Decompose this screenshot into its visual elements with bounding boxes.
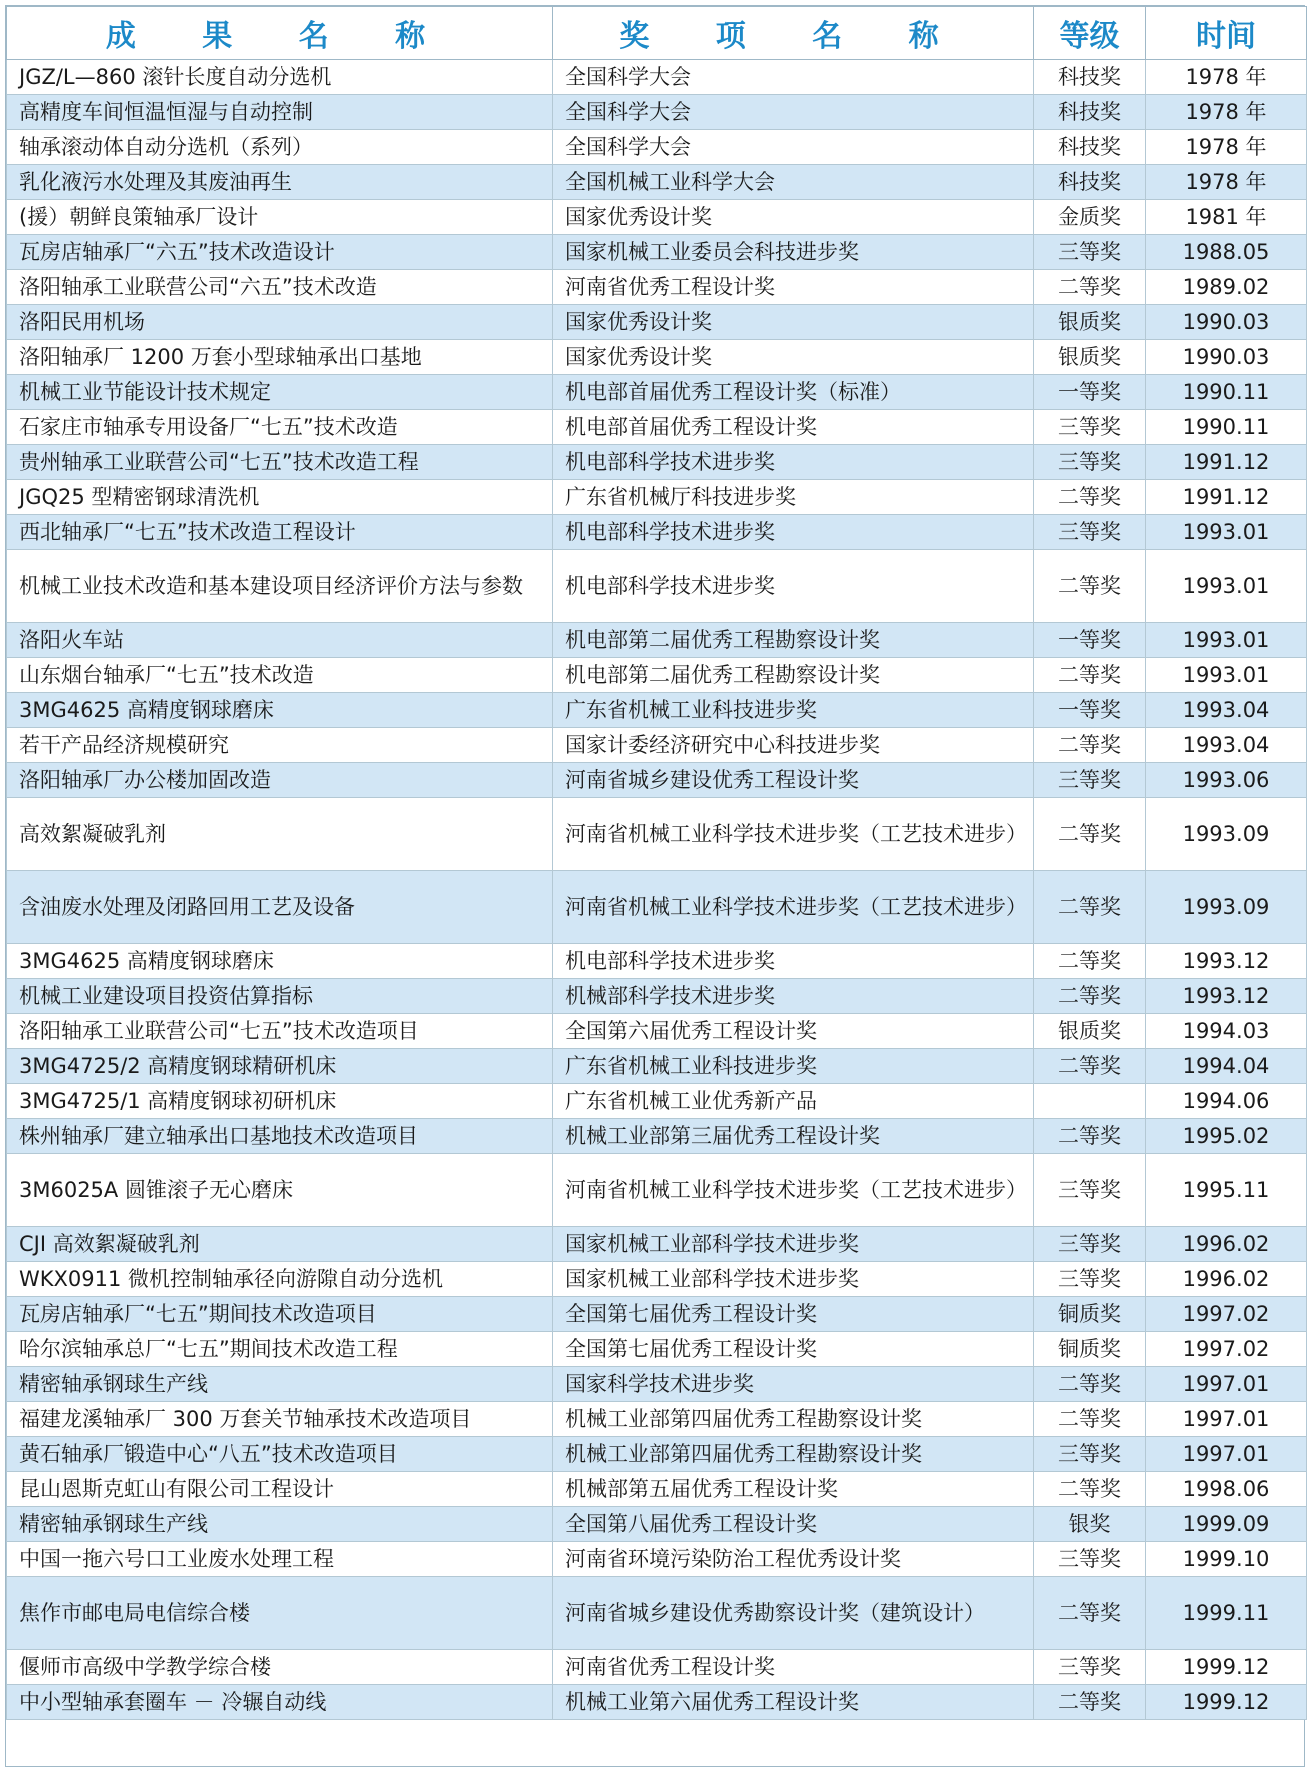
achievement-cell: 乳化液污水处理及其废油再生 [7, 165, 553, 200]
achievement-cell: (援）朝鲜良策轴承厂设计 [7, 200, 553, 235]
achievement-cell: 瓦房店轴承厂“六五”技术改造设计 [7, 235, 553, 270]
table-row [7, 1119, 1307, 1154]
table-row [7, 480, 1307, 515]
award-cell: 广东省机械工业优秀新产品 [553, 1084, 1034, 1119]
table-row [7, 798, 1307, 871]
award-cell: 河南省城乡建设优秀工程设计奖 [553, 763, 1034, 798]
achievement-cell: 3MG4625 高精度钢球磨床 [7, 944, 553, 979]
time-cell: 1993.04 [1146, 693, 1307, 728]
achievement-cell: 机械工业节能设计技术规定 [7, 375, 553, 410]
achievement-cell: 机械工业技术改造和基本建设项目经济评价方法与参数 [7, 550, 553, 623]
achievement-cell: 洛阳轴承工业联营公司“六五”技术改造 [7, 270, 553, 305]
grade-cell: 三等奖 [1034, 235, 1146, 270]
table-row [7, 1472, 1307, 1507]
table-body [7, 60, 1307, 1720]
achievement-cell: 西北轴承厂“七五”技术改造工程设计 [7, 515, 553, 550]
achievement-cell: 黄石轴承厂锻造中心“八五”技术改造项目 [7, 1437, 553, 1472]
table-row [7, 1014, 1307, 1049]
achievement-cell: 洛阳民用机场 [7, 305, 553, 340]
grade-cell: 三等奖 [1034, 1650, 1146, 1685]
award-cell: 机械部科学技术进步奖 [553, 979, 1034, 1014]
award-cell: 机械工业第六届优秀工程设计奖 [553, 1685, 1034, 1720]
award-cell: 国家机械工业委员会科技进步奖 [553, 235, 1034, 270]
achievement-cell: JGZ/L—860 滚针长度自动分选机 [7, 60, 553, 95]
achievement-cell: WKX0911 微机控制轴承径向游隙自动分选机 [7, 1262, 553, 1297]
table-row [7, 1577, 1307, 1650]
table-row [7, 1402, 1307, 1437]
grade-cell: 银奖 [1034, 1507, 1146, 1542]
grade-cell: 银质奖 [1034, 305, 1146, 340]
grade-cell: 三等奖 [1034, 763, 1146, 798]
table-row [7, 979, 1307, 1014]
grade-cell: 二等奖 [1034, 480, 1146, 515]
table-row [7, 1507, 1307, 1542]
table-row [7, 550, 1307, 623]
award-cell: 全国第六届优秀工程设计奖 [553, 1014, 1034, 1049]
table-row [7, 375, 1307, 410]
awards-table-sheet [5, 5, 1305, 1767]
achievement-cell: 轴承滚动体自动分选机（系列） [7, 130, 553, 165]
grade-cell: 二等奖 [1034, 798, 1146, 871]
time-cell: 1989.02 [1146, 270, 1307, 305]
achievement-cell: 株州轴承厂建立轴承出口基地技术改造项目 [7, 1119, 553, 1154]
achievement-cell: 若干产品经济规模研究 [7, 728, 553, 763]
achievement-cell: 石家庄市轴承专用设备厂“七五”技术改造 [7, 410, 553, 445]
time-cell: 1978 年 [1146, 130, 1307, 165]
grade-cell: 科技奖 [1034, 165, 1146, 200]
award-cell: 河南省优秀工程设计奖 [553, 270, 1034, 305]
award-cell: 机械工业部第四届优秀工程勘察设计奖 [553, 1437, 1034, 1472]
award-cell: 河南省机械工业科学技术进步奖（工艺技术进步） [553, 1154, 1034, 1227]
grade-cell: 三等奖 [1034, 1227, 1146, 1262]
award-cell: 机电部科学技术进步奖 [553, 944, 1034, 979]
table-row [7, 1227, 1307, 1262]
award-cell: 全国第八届优秀工程设计奖 [553, 1507, 1034, 1542]
time-cell: 1981 年 [1146, 200, 1307, 235]
award-cell: 全国机械工业科学大会 [553, 165, 1034, 200]
achievement-cell: 昆山恩斯克虹山有限公司工程设计 [7, 1472, 553, 1507]
time-cell: 1999.10 [1146, 1542, 1307, 1577]
time-cell: 1990.03 [1146, 340, 1307, 375]
award-cell: 国家科学技术进步奖 [553, 1367, 1034, 1402]
award-cell: 国家计委经济研究中心科技进步奖 [553, 728, 1034, 763]
grade-cell: 二等奖 [1034, 944, 1146, 979]
table-row [7, 410, 1307, 445]
table-row [7, 340, 1307, 375]
achievement-cell: 山东烟台轴承厂“七五”技术改造 [7, 658, 553, 693]
grade-cell: 三等奖 [1034, 445, 1146, 480]
achievement-cell: CJI 高效絮凝破乳剂 [7, 1227, 553, 1262]
grade-cell: 二等奖 [1034, 1119, 1146, 1154]
grade-cell: 三等奖 [1034, 1154, 1146, 1227]
table-row [7, 1084, 1307, 1119]
table-row [7, 1367, 1307, 1402]
table-header [7, 7, 1307, 60]
time-cell: 1997.01 [1146, 1402, 1307, 1437]
table-row [7, 515, 1307, 550]
grade-cell: 二等奖 [1034, 550, 1146, 623]
achievement-cell: 中小型轴承套圈车 － 冷辗自动线 [7, 1685, 553, 1720]
award-cell: 国家机械工业部科学技术进步奖 [553, 1262, 1034, 1297]
grade-cell: 二等奖 [1034, 728, 1146, 763]
achievement-cell: 洛阳轴承工业联营公司“七五”技术改造项目 [7, 1014, 553, 1049]
achievement-cell: 福建龙溪轴承厂 300 万套关节轴承技术改造项目 [7, 1402, 553, 1437]
table-row [7, 130, 1307, 165]
grade-cell: 科技奖 [1034, 95, 1146, 130]
awards-table [6, 6, 1307, 1720]
table-row [7, 1154, 1307, 1227]
achievement-cell: 3MG4725/1 高精度钢球初研机床 [7, 1084, 553, 1119]
grade-cell: 三等奖 [1034, 1262, 1146, 1297]
grade-cell: 二等奖 [1034, 658, 1146, 693]
award-cell: 全国科学大会 [553, 130, 1034, 165]
grade-cell: 银质奖 [1034, 340, 1146, 375]
time-cell: 1994.04 [1146, 1049, 1307, 1084]
table-row [7, 1049, 1307, 1084]
grade-cell: 二等奖 [1034, 1049, 1146, 1084]
award-cell: 机械工业部第三届优秀工程设计奖 [553, 1119, 1034, 1154]
table-row [7, 658, 1307, 693]
table-row [7, 871, 1307, 944]
time-cell: 1978 年 [1146, 165, 1307, 200]
time-cell: 1993.01 [1146, 550, 1307, 623]
award-cell: 机电部首届优秀工程设计奖 [553, 410, 1034, 445]
time-cell: 1993.12 [1146, 979, 1307, 1014]
time-cell: 1999.09 [1146, 1507, 1307, 1542]
grade-cell: 铜质奖 [1034, 1297, 1146, 1332]
achievement-cell: 3M6025A 圆锥滚子无心磨床 [7, 1154, 553, 1227]
time-cell: 1997.01 [1146, 1437, 1307, 1472]
award-cell: 机电部首届优秀工程设计奖（标准） [553, 375, 1034, 410]
grade-cell: 三等奖 [1034, 1437, 1146, 1472]
achievement-cell: 哈尔滨轴承总厂“七五”期间技术改造工程 [7, 1332, 553, 1367]
time-cell: 1991.12 [1146, 480, 1307, 515]
header-time: 时间 [1146, 7, 1307, 60]
award-cell: 国家机械工业部科学技术进步奖 [553, 1227, 1034, 1262]
award-cell: 国家优秀设计奖 [553, 305, 1034, 340]
time-cell: 1995.02 [1146, 1119, 1307, 1154]
table-row [7, 693, 1307, 728]
time-cell: 1994.03 [1146, 1014, 1307, 1049]
table-row [7, 60, 1307, 95]
achievement-cell: 洛阳火车站 [7, 623, 553, 658]
time-cell: 1998.06 [1146, 1472, 1307, 1507]
grade-cell: 三等奖 [1034, 410, 1146, 445]
achievement-cell: 洛阳轴承厂办公楼加固改造 [7, 763, 553, 798]
achievement-cell: 焦作市邮电局电信综合楼 [7, 1577, 553, 1650]
award-cell: 国家优秀设计奖 [553, 340, 1034, 375]
time-cell: 1999.12 [1146, 1650, 1307, 1685]
award-cell: 机电部第二届优秀工程勘察设计奖 [553, 623, 1034, 658]
award-cell: 机械工业部第四届优秀工程勘察设计奖 [553, 1402, 1034, 1437]
header-grade: 等级 [1034, 7, 1146, 60]
time-cell: 1994.06 [1146, 1084, 1307, 1119]
grade-cell: 二等奖 [1034, 1402, 1146, 1437]
table-row [7, 763, 1307, 798]
time-cell: 1993.12 [1146, 944, 1307, 979]
time-cell: 1993.01 [1146, 515, 1307, 550]
grade-cell: 二等奖 [1034, 1472, 1146, 1507]
award-cell: 全国科学大会 [553, 60, 1034, 95]
time-cell: 1997.02 [1146, 1332, 1307, 1367]
time-cell: 1993.06 [1146, 763, 1307, 798]
table-row [7, 1262, 1307, 1297]
grade-cell: 二等奖 [1034, 270, 1146, 305]
table-row [7, 95, 1307, 130]
award-cell: 国家优秀设计奖 [553, 200, 1034, 235]
table-row [7, 165, 1307, 200]
time-cell: 1990.11 [1146, 375, 1307, 410]
award-cell: 机电部科学技术进步奖 [553, 515, 1034, 550]
grade-cell: 二等奖 [1034, 1367, 1146, 1402]
award-cell: 河南省环境污染防治工程优秀设计奖 [553, 1542, 1034, 1577]
achievement-cell: JGQ25 型精密钢球清洗机 [7, 480, 553, 515]
table-row [7, 1332, 1307, 1367]
table-row [7, 1650, 1307, 1685]
table-row [7, 200, 1307, 235]
grade-cell: 一等奖 [1034, 623, 1146, 658]
time-cell: 1993.01 [1146, 658, 1307, 693]
table-row [7, 623, 1307, 658]
time-cell: 1993.01 [1146, 623, 1307, 658]
time-cell: 1999.12 [1146, 1685, 1307, 1720]
award-cell: 广东省机械工业科技进步奖 [553, 693, 1034, 728]
header-award: 奖 项 名 称 [553, 7, 1034, 60]
time-cell: 1978 年 [1146, 95, 1307, 130]
award-cell: 全国科学大会 [553, 95, 1034, 130]
time-cell: 1991.12 [1146, 445, 1307, 480]
achievement-cell: 高精度车间恒温恒湿与自动控制 [7, 95, 553, 130]
time-cell: 1996.02 [1146, 1262, 1307, 1297]
award-cell: 广东省机械工业科技进步奖 [553, 1049, 1034, 1084]
time-cell: 1997.02 [1146, 1297, 1307, 1332]
award-cell: 机电部第二届优秀工程勘察设计奖 [553, 658, 1034, 693]
grade-cell: 科技奖 [1034, 60, 1146, 95]
award-cell: 全国第七届优秀工程设计奖 [553, 1332, 1034, 1367]
table-row [7, 1297, 1307, 1332]
time-cell: 1990.11 [1146, 410, 1307, 445]
grade-cell: 一等奖 [1034, 693, 1146, 728]
achievement-cell: 贵州轴承工业联营公司“七五”技术改造工程 [7, 445, 553, 480]
table-row [7, 235, 1307, 270]
time-cell: 1988.05 [1146, 235, 1307, 270]
achievement-cell: 机械工业建设项目投资估算指标 [7, 979, 553, 1014]
table-row [7, 944, 1307, 979]
award-cell: 机电部科学技术进步奖 [553, 550, 1034, 623]
table-row [7, 1542, 1307, 1577]
time-cell: 1990.03 [1146, 305, 1307, 340]
achievement-cell: 洛阳轴承厂 1200 万套小型球轴承出口基地 [7, 340, 553, 375]
achievement-cell: 瓦房店轴承厂“七五”期间技术改造项目 [7, 1297, 553, 1332]
achievement-cell: 精密轴承钢球生产线 [7, 1367, 553, 1402]
grade-cell: 铜质奖 [1034, 1332, 1146, 1367]
table-row [7, 445, 1307, 480]
time-cell: 1993.09 [1146, 798, 1307, 871]
award-cell: 机电部科学技术进步奖 [553, 445, 1034, 480]
grade-cell: 一等奖 [1034, 375, 1146, 410]
award-cell: 河南省机械工业科学技术进步奖（工艺技术进步） [553, 871, 1034, 944]
achievement-cell: 偃师市高级中学教学综合楼 [7, 1650, 553, 1685]
award-cell: 河南省优秀工程设计奖 [553, 1650, 1034, 1685]
achievement-cell: 中国一拖六号口工业废水处理工程 [7, 1542, 553, 1577]
award-cell: 机械部第五届优秀工程设计奖 [553, 1472, 1034, 1507]
time-cell: 1999.11 [1146, 1577, 1307, 1650]
grade-cell: 科技奖 [1034, 130, 1146, 165]
grade-cell: 二等奖 [1034, 871, 1146, 944]
grade-cell: 三等奖 [1034, 515, 1146, 550]
grade-cell: 银质奖 [1034, 1014, 1146, 1049]
table-row [7, 728, 1307, 763]
achievement-cell: 3MG4625 高精度钢球磨床 [7, 693, 553, 728]
grade-cell: 金质奖 [1034, 200, 1146, 235]
time-cell: 1978 年 [1146, 60, 1307, 95]
grade-cell: 三等奖 [1034, 1542, 1146, 1577]
time-cell: 1995.11 [1146, 1154, 1307, 1227]
header-achievement: 成 果 名 称 [7, 7, 553, 60]
grade-cell: 二等奖 [1034, 979, 1146, 1014]
table-row [7, 1437, 1307, 1472]
grade-cell [1034, 1084, 1146, 1119]
achievement-cell: 精密轴承钢球生产线 [7, 1507, 553, 1542]
award-cell: 河南省机械工业科学技术进步奖（工艺技术进步） [553, 798, 1034, 871]
table-row [7, 270, 1307, 305]
achievement-cell: 含油废水处理及闭路回用工艺及设备 [7, 871, 553, 944]
award-cell: 河南省城乡建设优秀勘察设计奖（建筑设计） [553, 1577, 1034, 1650]
grade-cell: 二等奖 [1034, 1685, 1146, 1720]
time-cell: 1996.02 [1146, 1227, 1307, 1262]
grade-cell: 二等奖 [1034, 1577, 1146, 1650]
table-row [7, 1685, 1307, 1720]
time-cell: 1993.09 [1146, 871, 1307, 944]
award-cell: 全国第七届优秀工程设计奖 [553, 1297, 1034, 1332]
time-cell: 1997.01 [1146, 1367, 1307, 1402]
achievement-cell: 3MG4725/2 高精度钢球精研机床 [7, 1049, 553, 1084]
achievement-cell: 高效絮凝破乳剂 [7, 798, 553, 871]
award-cell: 广东省机械厅科技进步奖 [553, 480, 1034, 515]
time-cell: 1993.04 [1146, 728, 1307, 763]
table-row [7, 305, 1307, 340]
header-row [7, 7, 1307, 60]
